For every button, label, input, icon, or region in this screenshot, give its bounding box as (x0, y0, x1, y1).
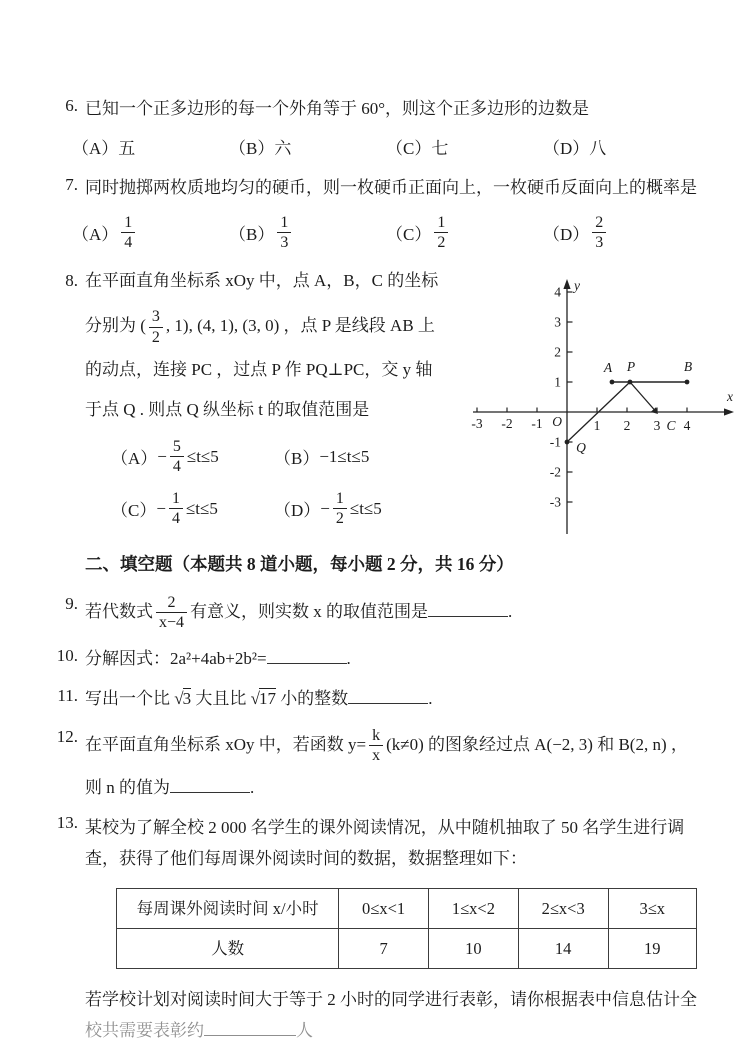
period: . (346, 649, 351, 669)
y-tick-label: 4 (554, 284, 561, 300)
option-7b (229, 214, 386, 252)
question-8-line3: 的动点，连接 PC ，过点 P 作 PQ⊥PC，交 y 轴 (85, 359, 433, 379)
fraction-denominator: 2 (333, 508, 347, 528)
fraction-numerator: 1 (335, 489, 344, 507)
closing-line1: 若学校计划对阅读时间大于等于 2 小时的同学进行表彰，请你根据表中信息估计全 (85, 990, 697, 1010)
period: . (428, 689, 433, 709)
question-8-line2 (85, 308, 467, 346)
fraction-numerator: k (372, 726, 381, 744)
option-6d-label: （D） (543, 139, 590, 159)
period: . (250, 777, 255, 797)
question-11-body (85, 686, 697, 712)
radical-icon: √ (250, 689, 259, 709)
option-8c-inequality: ≤t≤5 (185, 498, 218, 518)
closing-line2-post: 人 (296, 1021, 313, 1041)
point-Q (565, 439, 570, 444)
question-6-text: 已知一个正多边形的每一个外角等于 60°，则这个正多边形的边数是 (85, 99, 590, 118)
answer-blank (348, 688, 428, 704)
option-7b-fraction (277, 214, 291, 252)
question-10-number: 10. (56, 646, 78, 666)
question-10-formula: 2a²+4ab+2b²= (170, 649, 267, 669)
question-12-line2-pre: 则 n 的值为 (85, 777, 170, 797)
y-tick-label: -2 (549, 464, 561, 480)
fraction-numerator: 2 (167, 593, 176, 611)
answer-blank (204, 1020, 296, 1036)
period: . (508, 601, 513, 621)
table-cell: 10 (429, 929, 519, 969)
y-axis-arrow-icon (563, 279, 570, 289)
table-cell: 7 (339, 929, 429, 969)
question-8-line2-post: , 1), (4, 1), (3, 0) ，点 P 是线段 AB 上 (165, 316, 435, 336)
table-header-row (117, 889, 697, 929)
fraction-denominator: x (369, 745, 383, 765)
fraction-numerator: 1 (124, 213, 133, 231)
option-8c (111, 490, 274, 528)
question-13-number: 13. (56, 813, 78, 833)
question-8-line1 (65, 268, 467, 294)
point-A (610, 379, 615, 384)
option-8c-label: （C） (111, 501, 157, 521)
option-7d (543, 214, 609, 252)
closing-line2-pre: 校共需要表彰约 (85, 1021, 204, 1041)
question-6-number: 6. (65, 96, 78, 115)
y-tick-label: 3 (554, 314, 561, 330)
option-8d-label: （D） (274, 501, 321, 521)
segment-PC (630, 382, 655, 411)
option-8a-label: （A） (111, 449, 158, 469)
table-header-cell: 2≤x<3 (518, 889, 608, 929)
option-8d-fraction (333, 490, 347, 528)
fraction-denominator: 2 (434, 232, 448, 252)
question-6 (46, 96, 697, 122)
point-P-label: P (626, 358, 636, 374)
point-A-label: A (603, 359, 613, 375)
question-12-line2 (85, 775, 697, 801)
question-10 (46, 646, 697, 672)
question-10-body (85, 646, 697, 672)
option-8d (274, 490, 382, 528)
x-axis-label: x (727, 388, 733, 404)
question-12-body (85, 727, 697, 802)
option-7c-label: （C） (386, 225, 432, 245)
option-7b-label: （B） (229, 225, 275, 245)
table-data-row (117, 929, 697, 969)
fraction-denominator: 4 (121, 232, 135, 252)
question-8 (46, 268, 733, 545)
question-13 (46, 813, 697, 1046)
option-6d (543, 134, 606, 159)
x-tick-label: -3 (471, 415, 483, 431)
question-8-options-row1 (85, 438, 467, 476)
option-6a (72, 134, 229, 159)
question-13-body (85, 813, 697, 1046)
fraction-numerator: 1 (280, 213, 289, 231)
question-13-closing (85, 985, 697, 1046)
minus-sign: − (156, 498, 166, 518)
question-7 (46, 175, 697, 201)
option-6b-label: （B） (229, 139, 275, 159)
x-tick-label: -2 (501, 415, 513, 431)
option-6d-value: 八 (589, 139, 607, 159)
option-7c (386, 214, 543, 252)
section-2-header: 二、填空题（本题共 8 道小题，每小题 2 分，共 16 分） (85, 553, 514, 574)
y-tick-label: 2 (554, 344, 561, 360)
question-9-fraction (156, 594, 187, 632)
fraction-numerator: 3 (151, 308, 160, 326)
reading-time-table (116, 888, 697, 969)
answer-blank (170, 777, 250, 793)
option-8b (274, 438, 369, 476)
question-11-pre: 写出一个比 (85, 689, 175, 709)
question-9 (46, 594, 697, 632)
question-9-pre: 若代数式 (85, 601, 153, 621)
question-12-number: 12. (56, 726, 78, 746)
table-header-cell: 每周课外阅读时间 x/小时 (117, 889, 339, 929)
option-8a-inequality: ≤t≤5 (186, 446, 219, 466)
coordinate-plane-svg (467, 272, 739, 540)
question-8-number: 8. (65, 270, 78, 290)
fraction-numerator: 5 (172, 437, 181, 455)
closing-line2 (85, 1016, 697, 1047)
fraction-numerator: 1 (171, 489, 180, 507)
fraction-denominator: 3 (277, 232, 291, 252)
table-header-cell: 3≤x (608, 889, 696, 929)
x-tick-label: 1 (593, 417, 601, 433)
option-8a-fraction (170, 438, 184, 476)
fraction-denominator: 4 (169, 508, 183, 528)
answer-blank (267, 648, 347, 664)
option-8b-inequality: −1≤t≤5 (319, 446, 370, 466)
coordinate-plane-figure (467, 272, 739, 545)
table-cell: 人数 (117, 929, 339, 969)
y-tick-label: -1 (549, 434, 561, 450)
sqrt-3 (174, 688, 191, 708)
radical-icon: √ (174, 689, 183, 709)
coordinate-fraction (149, 308, 163, 346)
radicand: 17 (258, 689, 276, 709)
point-B (685, 379, 690, 384)
question-6-options (46, 134, 697, 159)
x-tick-label: 2 (623, 417, 631, 433)
question-7-number: 7. (65, 175, 78, 195)
question-9-body (85, 594, 697, 632)
question-12 (46, 727, 697, 802)
question-7-options (46, 214, 697, 252)
origin-label: O (552, 413, 562, 429)
question-8-line4: 于点 Q . 则点 Q 纵坐标 t 的取值范围是 (85, 400, 370, 420)
question-13-line2: 查，获得了他们每周课外阅读时间的数据，数据整理如下： (85, 848, 527, 868)
x-tick-label: -1 (531, 415, 543, 431)
fraction-numerator: 1 (437, 213, 446, 231)
option-8a (111, 438, 274, 476)
question-9-post: 有意义，则实数 x 的取值范围是 (190, 601, 429, 621)
point-B-label: B (683, 358, 693, 374)
option-6a-label: （A） (72, 139, 119, 159)
option-8d-inequality: ≤t≤5 (349, 498, 382, 518)
option-7a (72, 214, 229, 252)
option-8c-fraction (169, 490, 183, 528)
fraction-denominator: 4 (170, 456, 184, 476)
question-12-fraction (369, 727, 383, 765)
option-6c-value: 七 (431, 139, 449, 159)
option-6a-value: 五 (118, 139, 136, 159)
option-6b-value: 六 (274, 139, 292, 159)
question-12-line1 (85, 727, 697, 765)
sqrt-17 (251, 688, 276, 708)
question-12-pre: 在平面直角坐标系 xOy 中，若函数 y= (85, 734, 367, 754)
question-7-text: 同时抛掷两枚质地均匀的硬币，则一枚硬币正面向上，一枚硬币反面向上的概率是 (85, 178, 697, 198)
table-header-cell: 1≤x<2 (429, 889, 519, 929)
question-11-number: 11. (57, 686, 78, 706)
radicand: 3 (182, 689, 192, 709)
question-12-post: (k≠0) 的图象经过点 A(−2, 3) 和 B(2, n) ， (386, 734, 688, 754)
option-6c-label: （C） (386, 139, 432, 159)
question-11 (46, 686, 697, 712)
option-7d-fraction (592, 214, 606, 252)
question-8-line2-pre: 分别为 ( (85, 316, 146, 336)
option-7a-label: （A） (72, 225, 119, 245)
fraction-denominator: x−4 (156, 612, 187, 632)
fraction-numerator: 2 (595, 213, 604, 231)
question-11-post: 小的整数 (275, 689, 349, 709)
y-tick-label: 1 (554, 374, 561, 390)
fraction-denominator: 3 (592, 232, 606, 252)
option-7d-label: （D） (543, 225, 590, 245)
option-7c-fraction (434, 214, 448, 252)
question-10-pre: 分解因式： (85, 649, 170, 669)
table-cell: 19 (608, 929, 696, 969)
point-P (628, 379, 633, 384)
x-tick-label: 3 (653, 417, 661, 433)
question-8-options-row2 (85, 490, 467, 528)
option-6c (386, 134, 543, 159)
point-Q-label: Q (576, 439, 586, 455)
x-tick-label: 4 (683, 417, 691, 433)
option-6b (229, 134, 386, 159)
question-11-mid: 大且比 (191, 689, 251, 709)
question-8-text-column (65, 268, 467, 545)
table-header-cell: 0≤x<1 (339, 889, 429, 929)
y-tick-label: -3 (549, 494, 561, 510)
table-cell: 14 (518, 929, 608, 969)
minus-sign: − (320, 498, 330, 518)
question-8-line1-text: 在平面直角坐标系 xOy 中，点 A，B，C 的坐标 (85, 270, 439, 290)
option-7a-fraction (121, 214, 135, 252)
fraction-denominator: 2 (149, 327, 163, 347)
point-C-label: C (666, 417, 676, 433)
x-axis-arrow-icon (724, 408, 734, 415)
option-8b-label: （B） (274, 449, 320, 469)
y-axis-label: y (574, 277, 580, 293)
minus-sign: − (157, 446, 167, 466)
question-13-line1: 某校为了解全校 2 000 名学生的课外阅读情况，从中随机抽取了 50 名学生进行调 (85, 818, 685, 838)
answer-blank (428, 601, 508, 617)
question-9-number: 9. (65, 593, 78, 613)
